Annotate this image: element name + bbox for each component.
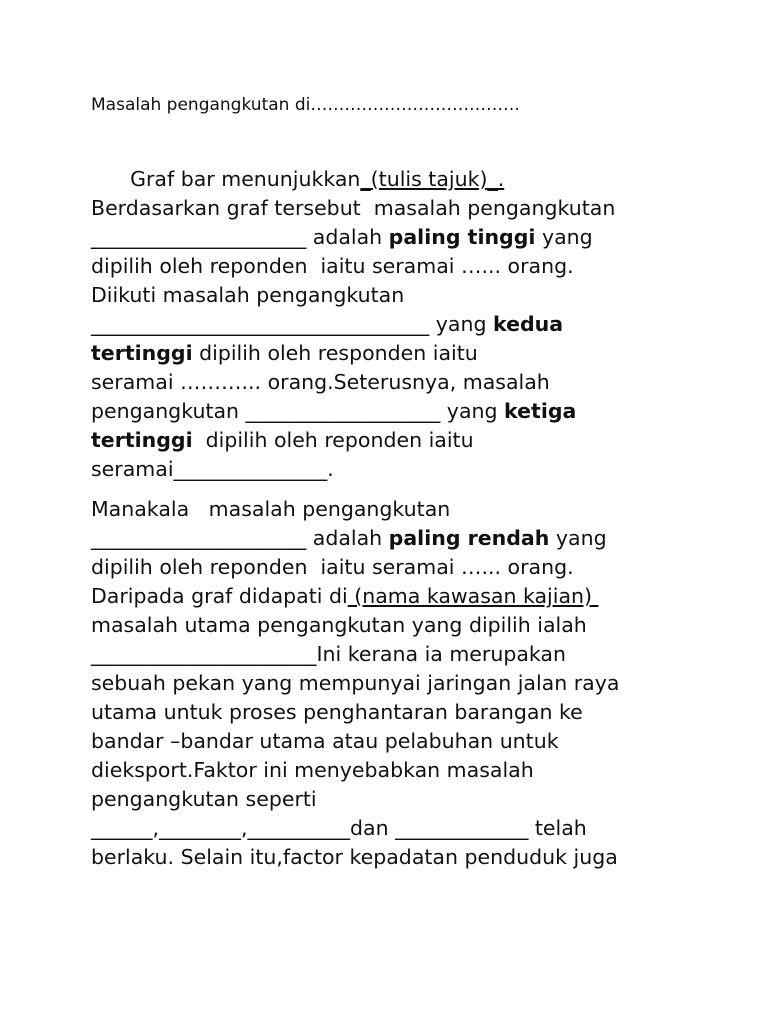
text-line: masalah utama pengangkutan yang dipilih ialah: [91, 613, 587, 637]
text-segment: yang: [535, 225, 593, 249]
text-line: Manakala masalah pengangkutan: [91, 497, 451, 521]
document-heading: Masalah pengangkutan di……………………………….: [91, 95, 520, 115]
text-line: [91, 426, 731, 455]
text-segment: pengangkutan ___________________ yang: [91, 399, 505, 423]
text-line: [91, 397, 731, 426]
text-line: berlaku. Selain itu,factor kepadatan penduduk juga: [91, 845, 618, 869]
text-line: ______,________,__________dan _____________ telah: [91, 816, 587, 840]
text-line: seramai ………... orang.Seterusnya, masalah: [91, 370, 550, 394]
area-placeholder: (nama kawasan kajian): [347, 584, 599, 608]
bold-phrase: kedua: [492, 312, 564, 336]
text-line: [91, 524, 731, 553]
text-line: dipilih oleh reponden iaitu seramai …... orang.: [91, 254, 574, 278]
text-line: [91, 339, 731, 368]
text-line: [91, 582, 731, 611]
text-line: ______________________Ini kerana ia merupakan: [91, 642, 566, 666]
text-line: dipilih oleh reponden iaitu seramai …... orang.: [91, 555, 574, 579]
bold-phrase: paling tinggi: [388, 225, 536, 249]
text-segment: dipilih oleh responden iaitu: [192, 341, 478, 365]
text-segment: _________________________________ yang: [91, 312, 493, 336]
text-segment: _____________________ adalah: [91, 225, 389, 249]
text-line: dieksport.Faktor ini menyebabkan masalah: [91, 758, 534, 782]
text-line: sebuah pekan yang mempunyai jaringan jalan raya: [91, 671, 620, 695]
text-segment: yang: [549, 526, 607, 550]
text-line: [91, 310, 731, 339]
bold-phrase: ketiga: [504, 399, 577, 423]
text-segment: dipilih oleh reponden iaitu: [192, 428, 474, 452]
bold-phrase: paling rendah: [388, 526, 550, 550]
text-line: [91, 223, 731, 252]
text-line: utama untuk proses penghantaran barangan ke: [91, 700, 583, 724]
paragraph-gap: [91, 484, 731, 495]
bold-phrase: tertinggi: [91, 428, 193, 452]
text-line: seramai_______________.: [91, 457, 334, 481]
bold-phrase: tertinggi: [91, 341, 193, 365]
text-line: bandar –bandar utama atau pelabuhan untuk: [91, 729, 559, 753]
text-line: Diikuti masalah pengangkutan: [91, 283, 405, 307]
text-line: pengangkutan seperti: [91, 787, 317, 811]
title-placeholder: _(tulis tajuk)_.: [360, 167, 505, 191]
document-body: [91, 165, 731, 872]
text-segment: Daripada graf didapati di: [91, 584, 348, 608]
text-line: Berdasarkan graf tersebut masalah pengangkutan: [91, 196, 616, 220]
text-segment: _____________________ adalah: [91, 526, 389, 550]
text-segment: Graf bar menunjukkan: [91, 167, 361, 191]
text-line: [91, 165, 731, 194]
